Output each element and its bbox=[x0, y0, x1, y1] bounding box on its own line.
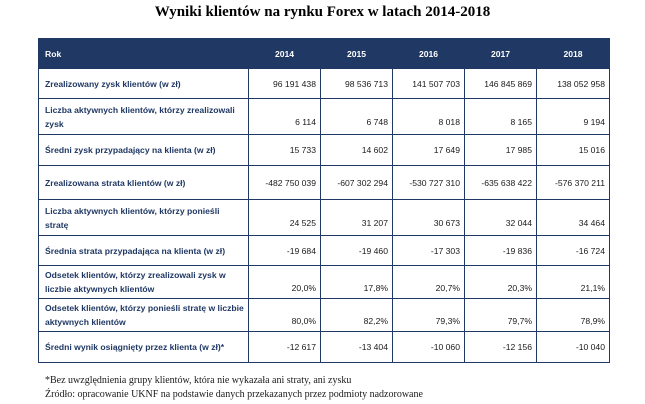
cell-value: 96 191 438 bbox=[249, 69, 321, 99]
cell-value: 82,2% bbox=[321, 299, 393, 332]
cell-value: 8 165 bbox=[465, 99, 537, 135]
cell-value: 30 673 bbox=[393, 200, 465, 236]
footnote-note: *Bez uwzględnienia grupy klientów, która nie wykazała ani straty, ani zysku bbox=[45, 375, 352, 386]
cell-value: 34 464 bbox=[537, 200, 610, 236]
row-label: Odsetek klientów, którzy ponieśli stratę w liczbie aktywnych klientów bbox=[39, 299, 249, 332]
cell-value: -12 156 bbox=[465, 332, 537, 363]
row-label: Liczba aktywnych klientów, którzy zrealizowali zysk bbox=[39, 99, 249, 135]
table-row bbox=[39, 69, 610, 99]
table-row bbox=[39, 266, 610, 299]
cell-value: 9 194 bbox=[537, 99, 610, 135]
header-2018: 2018 bbox=[537, 39, 610, 69]
cell-value: -19 684 bbox=[249, 236, 321, 266]
cell-value: -12 617 bbox=[249, 332, 321, 363]
cell-value: 15 733 bbox=[249, 135, 321, 166]
cell-value: 31 207 bbox=[321, 200, 393, 236]
header-2016: 2016 bbox=[393, 39, 465, 69]
cell-value: -10 060 bbox=[393, 332, 465, 363]
header-2015: 2015 bbox=[321, 39, 393, 69]
cell-value: 6 114 bbox=[249, 99, 321, 135]
cell-value: 20,0% bbox=[249, 266, 321, 299]
cell-value: -482 750 039 bbox=[249, 166, 321, 200]
footnote-source: Źródło: opracowanie UKNF na podstawie danych przekazanych przez podmioty nadzorowane bbox=[45, 389, 423, 400]
cell-value: 32 044 bbox=[465, 200, 537, 236]
cell-value: 20,7% bbox=[393, 266, 465, 299]
row-label: Odsetek klientów, którzy zrealizowali zysk w liczbie aktywnych klientów bbox=[39, 266, 249, 299]
cell-value: 8 018 bbox=[393, 99, 465, 135]
header-rok: Rok bbox=[39, 39, 249, 69]
table-row bbox=[39, 236, 610, 266]
cell-value: -19 836 bbox=[465, 236, 537, 266]
cell-value: 24 525 bbox=[249, 200, 321, 236]
cell-value: 6 748 bbox=[321, 99, 393, 135]
table-row bbox=[39, 332, 610, 363]
table-row bbox=[39, 166, 610, 200]
cell-value: -19 460 bbox=[321, 236, 393, 266]
cell-value: 98 536 713 bbox=[321, 69, 393, 99]
cell-value: 20,3% bbox=[465, 266, 537, 299]
header-2017: 2017 bbox=[465, 39, 537, 69]
cell-value: 21,1% bbox=[537, 266, 610, 299]
row-label: Liczba aktywnych klientów, którzy ponieśli stratę bbox=[39, 200, 249, 236]
cell-value: 78,9% bbox=[537, 299, 610, 332]
row-label: Średnia strata przypadająca na klienta (w zł) bbox=[39, 236, 249, 266]
cell-value: 17 985 bbox=[465, 135, 537, 166]
cell-value: 141 507 703 bbox=[393, 69, 465, 99]
cell-value: -13 404 bbox=[321, 332, 393, 363]
table-row bbox=[39, 299, 610, 332]
cell-value: -576 370 211 bbox=[537, 166, 610, 200]
row-label: Zrealizowany zysk klientów (w zł) bbox=[39, 69, 249, 99]
forex-results-table bbox=[38, 38, 610, 363]
cell-value: 80,0% bbox=[249, 299, 321, 332]
cell-value: 79,7% bbox=[465, 299, 537, 332]
cell-value: -17 303 bbox=[393, 236, 465, 266]
cell-value: -530 727 310 bbox=[393, 166, 465, 200]
row-label: Zrealizowana strata klientów (w zł) bbox=[39, 166, 249, 200]
table-row bbox=[39, 200, 610, 236]
cell-value: -635 638 422 bbox=[465, 166, 537, 200]
footnotes bbox=[45, 374, 423, 402]
cell-value: -607 302 294 bbox=[321, 166, 393, 200]
header-row bbox=[39, 39, 610, 69]
cell-value: 146 845 869 bbox=[465, 69, 537, 99]
header-2014: 2014 bbox=[249, 39, 321, 69]
table-title: Wyniki klientów na rynku Forex w latach 2014-2018 bbox=[154, 4, 491, 20]
table-row bbox=[39, 135, 610, 166]
cell-value: -10 040 bbox=[537, 332, 610, 363]
cell-value: 17 649 bbox=[393, 135, 465, 166]
row-label: Średni zysk przypadający na klienta (w zł) bbox=[39, 135, 249, 166]
cell-value: 14 602 bbox=[321, 135, 393, 166]
cell-value: 17,8% bbox=[321, 266, 393, 299]
cell-value: -16 724 bbox=[537, 236, 610, 266]
table-row bbox=[39, 99, 610, 135]
cell-value: 15 016 bbox=[537, 135, 610, 166]
row-label: Średni wynik osiągnięty przez klienta (w zł)* bbox=[39, 332, 249, 363]
cell-value: 138 052 958 bbox=[537, 69, 610, 99]
cell-value: 79,3% bbox=[393, 299, 465, 332]
